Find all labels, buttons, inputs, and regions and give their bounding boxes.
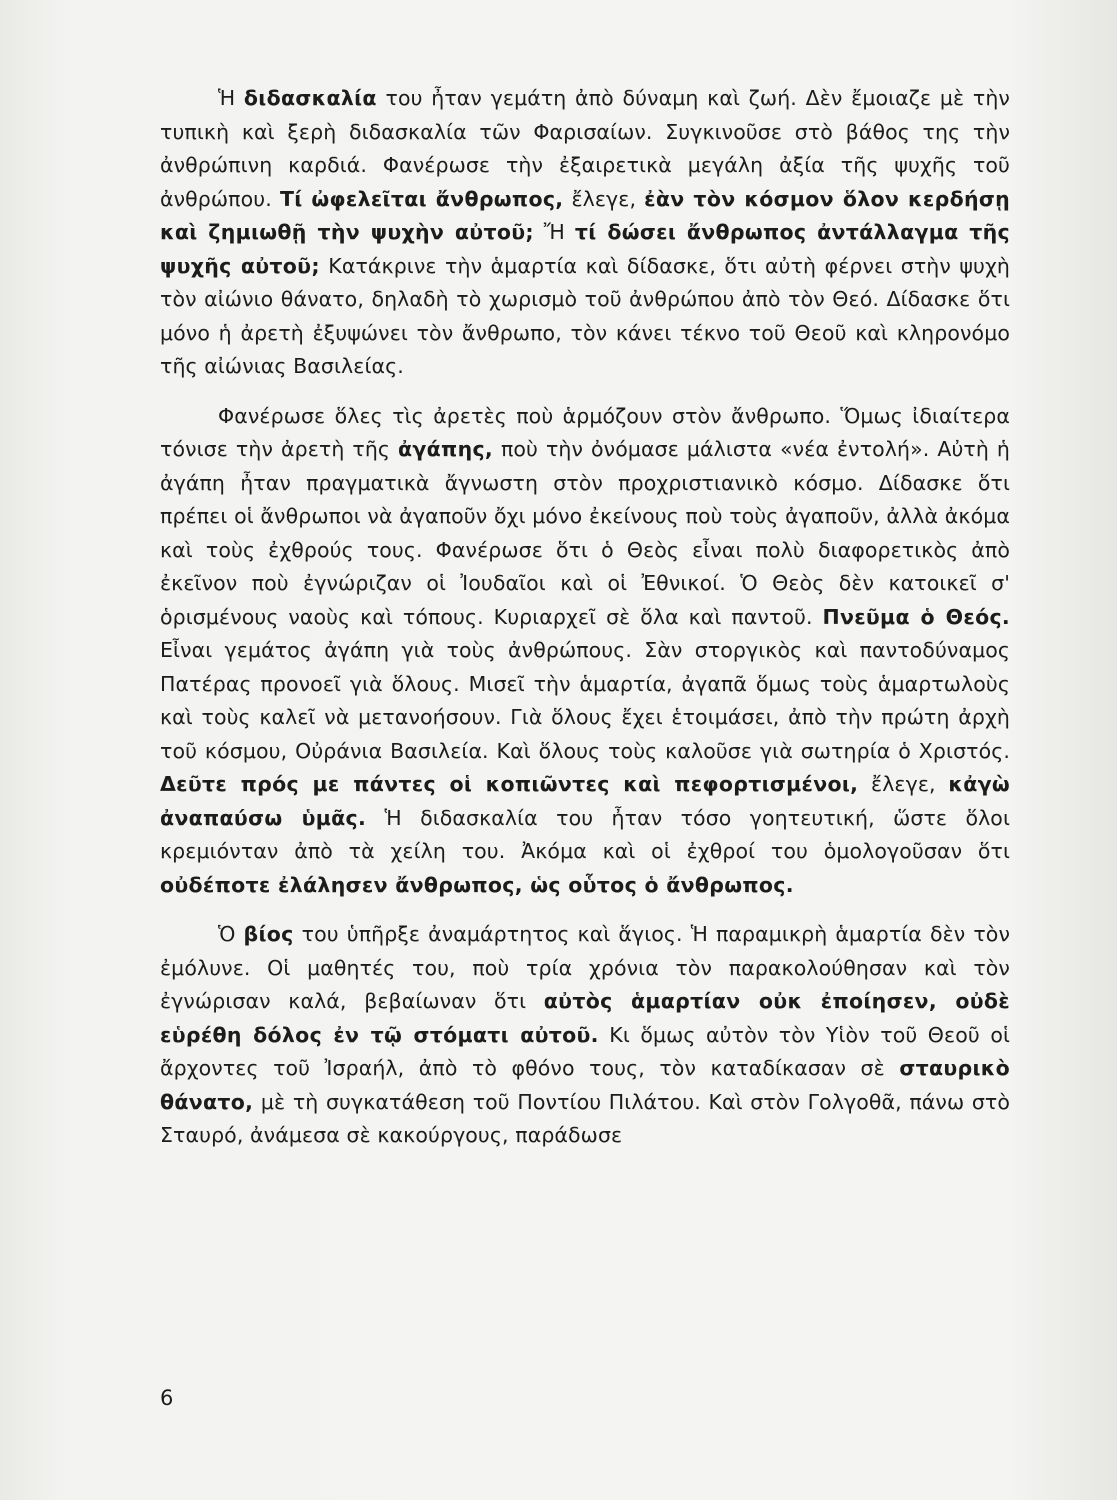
emphasized-text: Πνεῦμα ὁ Θεός. (822, 604, 1010, 629)
paragraph-teaching (160, 82, 1010, 384)
text-run: του ὑπῆρξε ἀναμάρτητος καὶ ἅγιος. Ἡ παραμικρὴ ἁμαρτία δὲν τὸν ἐμόλυνε. Οἱ μαθητές του, ποὺ τρία χρόνια τὸν παρακολούθησαν καὶ τὸν ἐγνώρισαν καλά, βεβαίωναν ὅτι (160, 922, 1010, 1013)
text-run: Ἡ (218, 86, 244, 110)
text-run: ἔλεγε, (563, 186, 645, 211)
emphasized-text: οὐδέποτε ἐλάλησεν ἄνθρωπος, ὡς οὗτος ὁ ἄνθρωπος. (160, 872, 794, 897)
text-run: του ἦταν γεμάτη ἀπὸ δύναμη καὶ ζωή. Δὲν ἔμοιαζε μὲ τὴν τυπικὴ καὶ ξερὴ διδασκαλία τῶν Φαρισαίων. Συγκινοῦσε στὸ βάθος της τὴν ἀνθρώπινη καρδιά. Φανέρωσε τὴν ἐξαιρετικὰ μεγάλη ἀξία τῆς ψυχῆς τοῦ ἀνθρώπου. (160, 86, 1010, 211)
text-run: Ἤ (533, 220, 575, 244)
text-run: ἔλεγε, (858, 772, 949, 796)
emphasized-text: αὐτὸς ἁμαρτίαν οὐκ ἐποίησεν, οὐδὲ εὑρέθη δόλος ἐν τῷ στόματι αὐτοῦ. (160, 989, 1010, 1047)
emphasized-text: βίος (243, 922, 294, 946)
text-run: Φανέρωσε ὅλες τὶς ἀρετὲς ποὺ ἁρμόζουν στὸν ἄνθρωπο. Ὅμως ἰδιαίτερα τόνισε τὴν ἀρετὴ τῆς (160, 403, 1010, 461)
emphasized-text: ἐὰν τὸν κόσμον ὅλον κερδήσῃ καὶ ζημιωθῇ τὴν ψυχὴν αὐτοῦ; (160, 186, 1011, 244)
text-run: ποὺ τὴν ὀνόμασε μάλιστα «νέα ἐντολή». Αὐτὴ ἡ ἀγάπη ἦταν πραγματικὰ ἄγνωστη στὸν προχριστιανικὸ κόσμο. Δίδασκε ὅτι πρέπει οἱ ἄνθρωποι νὰ ἀγαποῦν ὄχι μόνο ἐκείνους ποὺ τοὺς ἀγαποῦν, ἀλλὰ ἀκόμα καὶ τοὺς ἐχθρούς τους. Φανέρωσε ὅτι ὁ Θεὸς εἶναι πολὺ διαφορετικὸς ἀπὸ ἐκεῖνον ποὺ ἐγνώριζαν οἱ Ἰουδαῖοι καὶ οἱ Ἐθνικοί. Ὁ Θεὸς δὲν κατοικεῖ σ' ὁρισμένους ναοὺς καὶ τόπους. Κυριαρχεῖ σὲ ὅλα καὶ παντοῦ. (160, 437, 1011, 629)
emphasized-text: τί δώσει ἄνθρωπος ἀντάλλαγμα τῆς ψυχῆς αὐτοῦ; (160, 220, 1010, 278)
text-run: Κι ὅμως αὐτὸν τὸν Υἱὸν τοῦ Θεοῦ οἱ ἄρχοντες τοῦ Ἰσραήλ, ἀπὸ τὸ φθόνο τους, τὸν καταδίκασαν σὲ (160, 1022, 1010, 1080)
emphasized-text: κἀγὼ ἀναπαύσω ὑμᾶς. (160, 772, 1011, 830)
emphasized-text: ἀγάπης, (398, 437, 493, 461)
text-run: Κατάκρινε τὴν ἁμαρτία καὶ δίδασκε, ὅτι αὐτὴ φέρνει στὴν ψυχὴ τὸν αἰώνιο θάνατο, δηλαδὴ τὸ χωρισμὸ τοῦ ἀνθρώπου ἀπὸ τὸν Θεό. Δίδασκε ὅτι μόνο ἡ ἀρετὴ ἐξυψώνει τὸν ἄνθρωπο, τὸν κάνει τέκνο τοῦ Θεοῦ καὶ κληρονόμο τῆς αἰώνιας Βασιλείας. (160, 253, 1010, 378)
text-run: Εἶναι γεμάτος ἀγάπη γιὰ τοὺς ἀνθρώπους. Σὰν στοργικὸς καὶ παντοδύναμος Πατέρας προνοεῖ γιὰ ὅλους. Μισεῖ τὴν ἁμαρτία, ἀγαπᾶ ὅμως τοὺς ἁμαρτωλοὺς καὶ τοὺς καλεῖ νὰ μετανοήσουν. Γιὰ ὅλους ἔχει ἑτοιμάσει, ἀπὸ τὴν πρώτη ἀρχὴ τοῦ κόσμου, Οὐράνια Βασιλεία. Καὶ ὅλους τοὺς καλοῦσε γιὰ σωτηρία ὁ Χριστός. (160, 638, 1010, 763)
emphasized-text: σταυρικὸ θάνατο, (160, 1056, 1010, 1114)
text-run: Ὁ (218, 922, 244, 946)
emphasized-text: Δεῦτε πρός με πάντες οἱ κοπιῶντες καὶ πεφορτισμένοι, (160, 772, 859, 796)
text-run: Ἡ διδασκαλία του ἦταν τόσο γοητευτική, ὥστε ὅλοι κρεμιόνταν ἀπὸ τὰ χείλη του. Ἀκόμα καὶ οἱ ἐχθροί του ὁμολογοῦσαν ὅτι (160, 805, 1010, 863)
text-run: μὲ τὴ συγκατάθεση τοῦ Ποντίου Πιλάτου. Καὶ στὸν Γολγοθᾶ, πάνω στὸ Σταυρό, ἀνάμεσα σὲ κακούργους, παράδωσε (160, 1089, 1010, 1147)
page-number: 6 (160, 1386, 174, 1410)
body-text (160, 82, 1010, 1169)
paragraph-life (160, 918, 1010, 1153)
paragraph-virtues (160, 400, 1010, 903)
emphasized-text: διδασκαλία (243, 86, 377, 110)
emphasized-text: Τί ὠφελεῖται ἄνθρωπος, (279, 186, 564, 211)
